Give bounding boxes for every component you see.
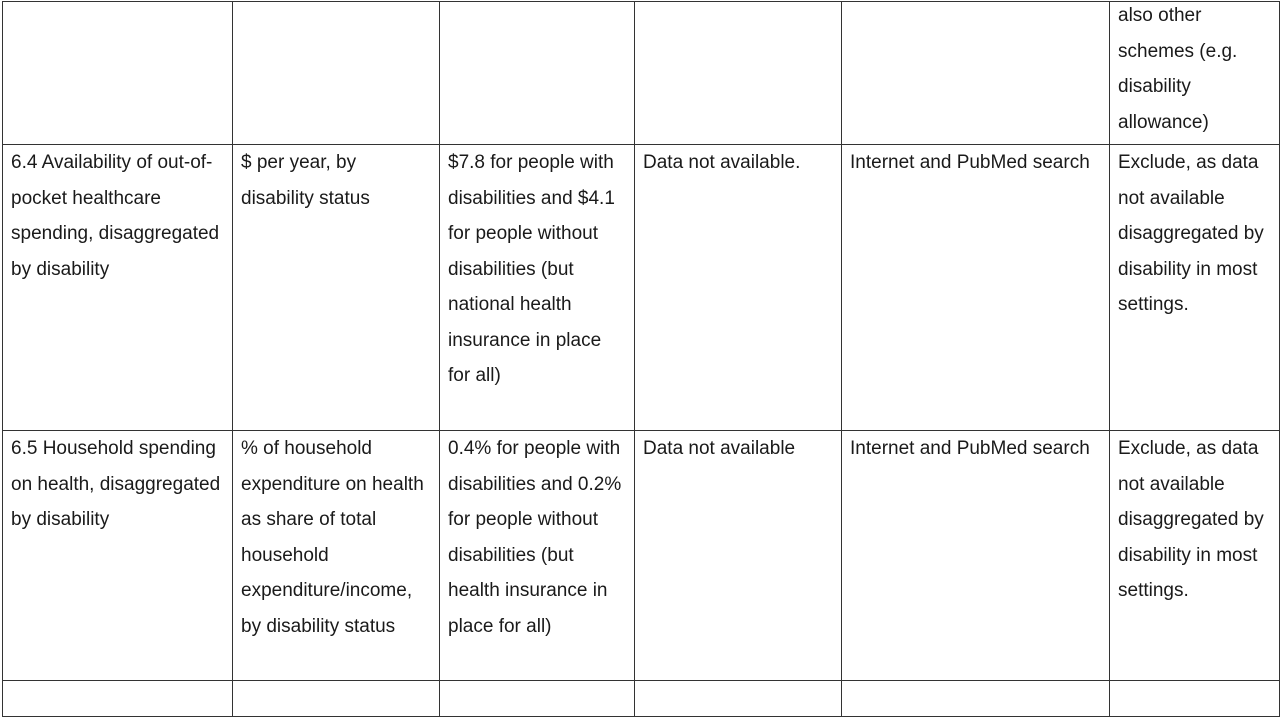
table-row [3, 2, 1280, 145]
table-cell [3, 681, 233, 717]
table-cell [440, 681, 635, 717]
table-cell [1110, 681, 1280, 717]
table-cell [635, 681, 842, 717]
unit-cell: % of household expenditure on health as share of total household expenditure/income, by disability status [233, 431, 440, 681]
value-cell: 0.4% for people with disabilities and 0.2% for people without disabilities (but health insurance in place for all) [440, 431, 635, 681]
table-cell [233, 2, 440, 145]
cell-text: also other schemes (e.g. disability allowance) [1118, 5, 1238, 133]
table-row [3, 145, 1280, 431]
unit-cell: $ per year, by disability status [233, 145, 440, 431]
source-cell: Internet and PubMed search [842, 145, 1110, 431]
decision-cell: Exclude, as data not available disaggregated by disability in most settings. [1110, 145, 1280, 431]
table-cell [440, 2, 635, 145]
decision-cell: Exclude, as data not available disaggregated by disability in most settings. [1110, 431, 1280, 681]
table-row [3, 431, 1280, 681]
table-cell [635, 2, 842, 145]
indicator-table [2, 1, 1280, 717]
table-cell [233, 681, 440, 717]
value-cell: $7.8 for people with disabilities and $4.1 for people without disabilities (but national health insurance in place for all) [440, 145, 635, 431]
table-cell [842, 2, 1110, 145]
table-row [3, 681, 1280, 717]
source-cell: Internet and PubMed search [842, 431, 1110, 681]
table-cell [842, 681, 1110, 717]
availability-cell: Data not available. [635, 145, 842, 431]
table-cell [3, 2, 233, 145]
indicator-name-cell: 6.5 Household spending on health, disaggregated by disability [3, 431, 233, 681]
table-cell [1110, 2, 1280, 145]
availability-cell: Data not available [635, 431, 842, 681]
indicator-name-cell: 6.4 Availability of out-of-pocket healthcare spending, disaggregated by disability [3, 145, 233, 431]
